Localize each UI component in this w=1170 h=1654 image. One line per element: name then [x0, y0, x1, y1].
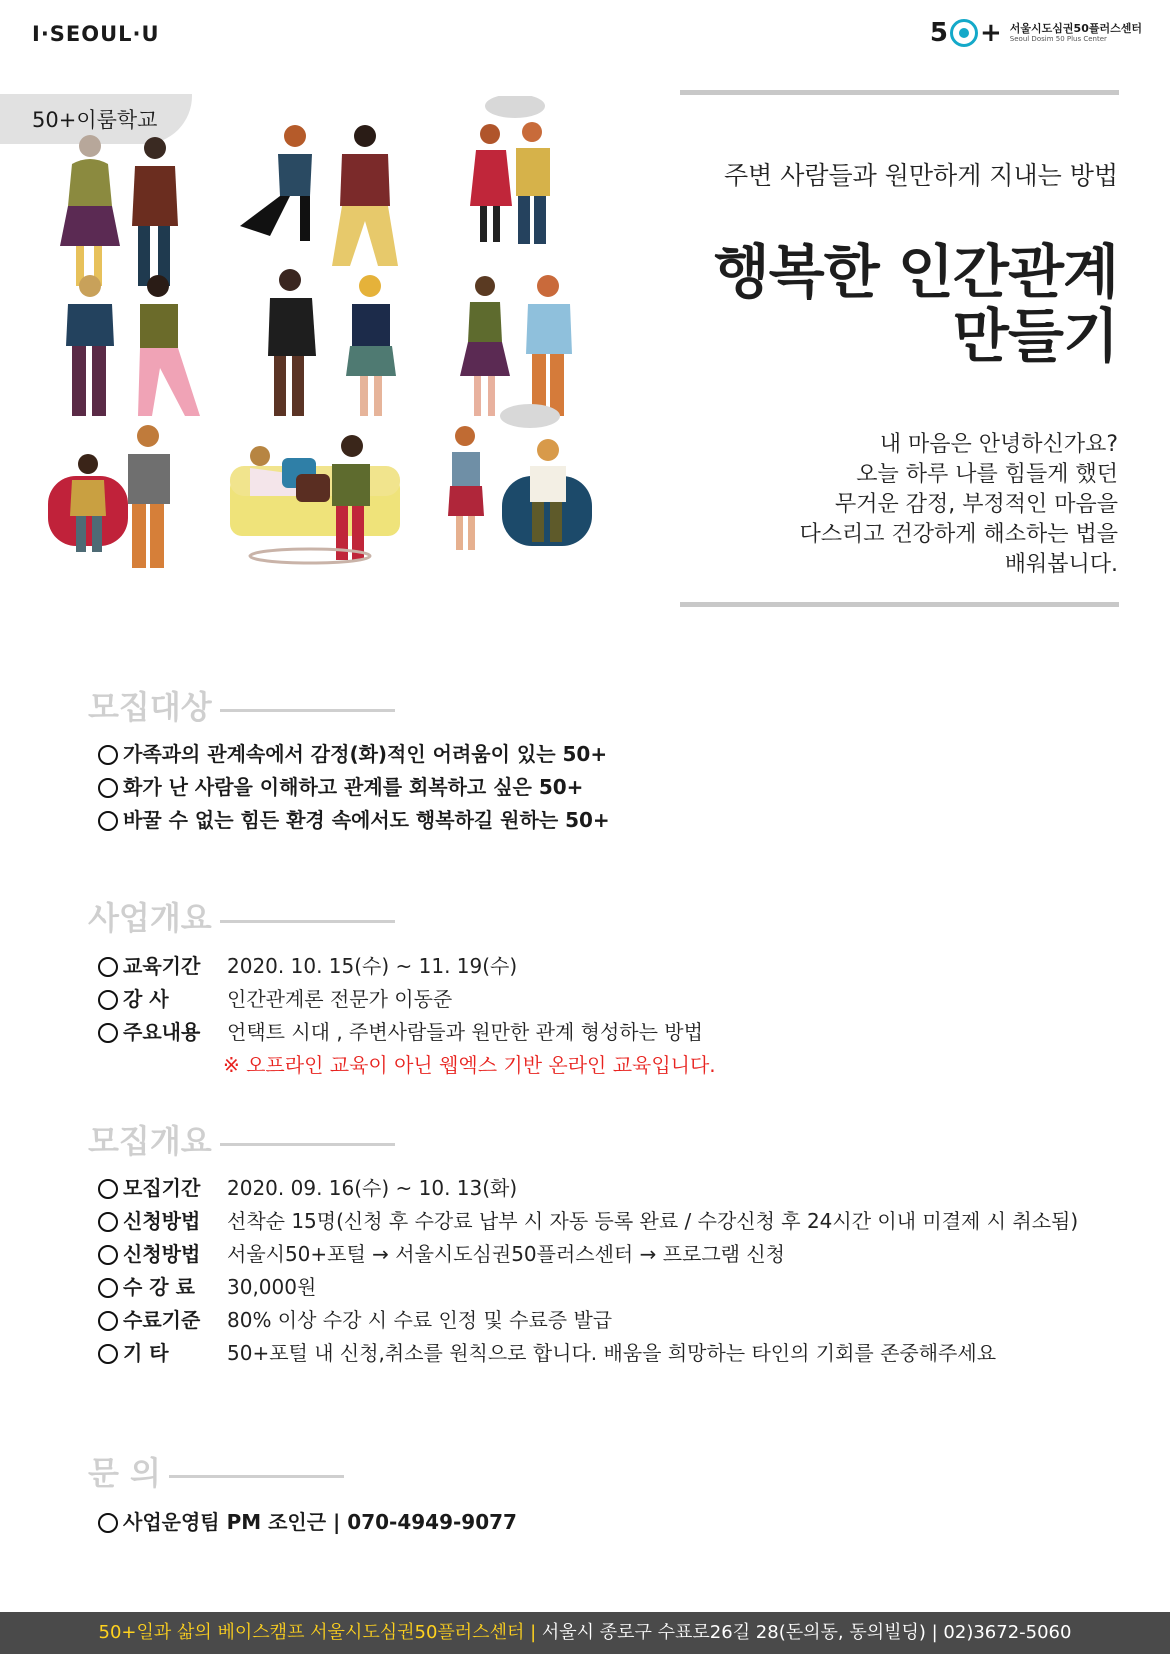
circle-bullet-icon	[98, 957, 118, 977]
ring-icon	[950, 19, 978, 47]
circle-bullet-icon	[98, 778, 118, 798]
hero-title	[714, 240, 1118, 368]
target-item: 바꿀 수 없는 힘든 환경 속에서도 행복하길 원하는 50+	[123, 808, 610, 832]
section-divider	[220, 709, 395, 712]
target-list	[98, 738, 610, 837]
hero-desc-line: 오늘 하루 나를 힘들게 했던	[856, 462, 1118, 487]
section-contact-heading	[88, 1448, 344, 1494]
contact-list	[98, 1506, 517, 1539]
item-value: 인간관계론 전문가 이동준	[227, 987, 453, 1011]
section-target-title: 모집대상	[88, 688, 212, 726]
item-label: 모집기간	[123, 1176, 201, 1200]
item-value: 선착순 15명(신청 후 수강료 납부 시 자동 등록 완료 / 수강신청 후 24시간 이내 미결제 시 취소됨)	[227, 1209, 1079, 1233]
hero-desc-line: 배워봅니다.	[1004, 552, 1118, 577]
circle-bullet-icon	[98, 1344, 118, 1364]
list-item	[98, 1049, 716, 1082]
figure-pair-5	[268, 269, 396, 416]
circle-bullet-icon	[98, 1513, 118, 1533]
circle-bullet-icon	[98, 1212, 118, 1232]
item-value: 50+포털 내 신청,취소를 원칙으로 합니다. 배움을 희망하는 타인의 기회를 존중해주세요	[227, 1341, 997, 1365]
online-notice: ※ 오프라인 교육이 아닌 웹엑스 기반 온라인 교육입니다.	[223, 1053, 716, 1077]
section-overview-heading	[88, 893, 395, 939]
hero-desc-line: 내 마음은 안녕하신가요?	[879, 432, 1118, 457]
program-badge-label: 50+이룸학교	[32, 108, 158, 132]
list-item	[98, 738, 610, 771]
list-item	[98, 1506, 517, 1539]
center-name: 서울시도심권50플러스센터	[1009, 22, 1142, 35]
hero-top-rule	[680, 90, 1119, 95]
figure-pair-8	[230, 435, 400, 563]
hero-subtitle: 주변 사람들과 원만하게 지내는 방법	[723, 161, 1118, 190]
list-item	[98, 804, 610, 837]
section-overview-title: 사업개요	[88, 899, 212, 937]
item-label: 교육기간	[123, 954, 201, 978]
list-item	[98, 771, 610, 804]
list-item	[98, 1271, 1078, 1304]
list-item	[98, 1337, 1078, 1370]
figure-pair-2	[240, 125, 398, 266]
list-item	[98, 1238, 1078, 1271]
footer-address: 서울시 종로구 수표로26길 28(돈의동, 동의빌딩) | 02)3672-5060	[536, 1622, 1072, 1643]
hero-desc-line: 무거운 감정, 부정적인 마음을	[835, 492, 1118, 517]
seoul-logo: I·SEOUL·U	[32, 22, 160, 46]
item-value: 80% 이상 수강 시 수료 인정 및 수료증 발급	[227, 1308, 613, 1332]
center-name-en: Seoul Dosim 50 Plus Center	[1009, 35, 1107, 43]
circle-bullet-icon	[98, 811, 118, 831]
list-item	[98, 983, 716, 1016]
list-item	[98, 1304, 1078, 1337]
fifty-plus-mark: 5 +	[929, 18, 1002, 48]
recruit-list	[98, 1172, 1078, 1370]
item-label: 강 사	[123, 987, 169, 1011]
circle-bullet-icon	[98, 1311, 118, 1331]
item-label: 수료기준	[123, 1308, 201, 1332]
circle-bullet-icon	[98, 1179, 118, 1199]
hero-desc-line: 다스리고 건강하게 해소하는 법을	[799, 522, 1118, 547]
section-divider	[169, 1475, 344, 1478]
circle-bullet-icon	[98, 990, 118, 1010]
target-item: 가족과의 관계속에서 감정(화)적인 어려움이 있는 50+	[123, 742, 608, 766]
hero-description	[799, 430, 1118, 580]
item-value: 2020. 10. 15(수) ~ 11. 19(수)	[227, 954, 518, 978]
section-contact-title: 문 의	[88, 1454, 161, 1492]
circle-bullet-icon	[98, 1245, 118, 1265]
target-item: 화가 난 사람을 이해하고 관계를 회복하고 싶은 50+	[123, 775, 584, 799]
figure-pair-4	[66, 275, 200, 416]
list-item	[98, 1205, 1078, 1238]
overview-list	[98, 950, 716, 1082]
item-value: 서울시50+포털 → 서울시도심권50플러스센터 → 프로그램 신청	[227, 1242, 785, 1266]
item-label: 주요내용	[123, 1020, 201, 1044]
circle-bullet-icon	[98, 745, 118, 765]
center-logo	[930, 18, 1142, 48]
hero-title-line1: 행복한 인간관계	[713, 238, 1118, 306]
item-value: 30,000원	[227, 1275, 317, 1299]
section-target-heading	[88, 682, 395, 728]
section-divider	[220, 1143, 395, 1146]
section-recruit-heading	[88, 1116, 395, 1162]
figure-pair-6	[460, 275, 572, 416]
figure-pair-3	[470, 96, 550, 244]
list-item	[98, 950, 716, 983]
footer-tagline: 50+일과 삶의 베이스캠프 서울시도심권50플러스센터 |	[98, 1622, 537, 1643]
item-value: 2020. 09. 16(수) ~ 10. 13(화)	[227, 1176, 518, 1200]
contact-text: 사업운영팀 PM 조인근 | 070-4949-9077	[123, 1510, 517, 1534]
circle-bullet-icon	[98, 1278, 118, 1298]
section-divider	[220, 920, 395, 923]
item-label: 기 타	[123, 1341, 169, 1365]
people-illustration	[30, 96, 620, 576]
circle-bullet-icon	[98, 1023, 118, 1043]
figure-pair-1	[60, 135, 178, 286]
list-item	[98, 1016, 716, 1049]
hero-title-line2: 만들기	[952, 302, 1118, 370]
figure-pair-9	[448, 404, 592, 550]
item-label: 신청방법	[123, 1242, 201, 1266]
footer-bar	[0, 1612, 1170, 1654]
figure-pair-7	[48, 425, 170, 568]
section-recruit-title: 모집개요	[88, 1122, 212, 1160]
item-value: 언택트 시대 , 주변사람들과 원만한 관계 형성하는 방법	[227, 1020, 703, 1044]
list-item	[98, 1172, 1078, 1205]
item-label: 수 강 료	[123, 1275, 195, 1299]
hero-bottom-rule	[680, 602, 1119, 607]
item-label: 신청방법	[123, 1209, 201, 1233]
